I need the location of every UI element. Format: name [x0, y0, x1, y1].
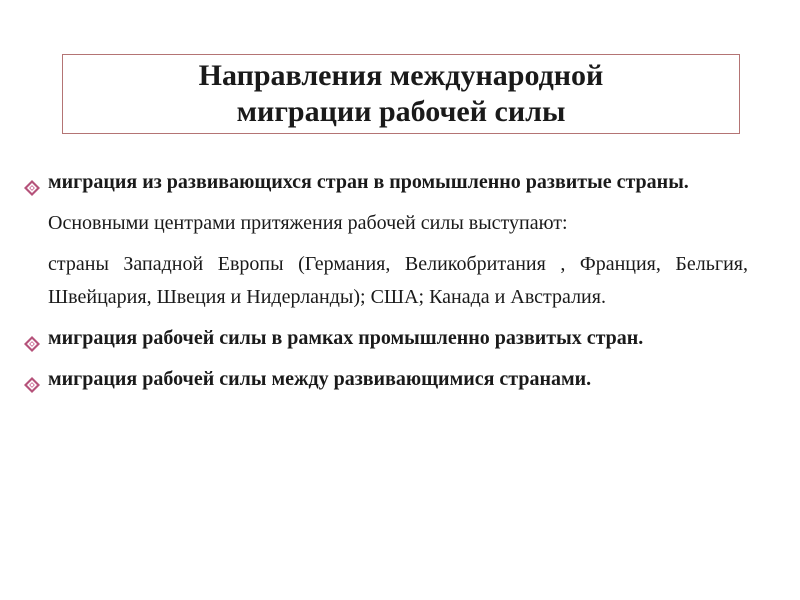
- ornament-diamond-icon: [24, 371, 40, 387]
- bullet-item-1-text: миграция из развивающихся стран в промышленно развитые страны.: [48, 171, 689, 193]
- slide-title: Направления международной миграции рабочей силы: [198, 59, 604, 128]
- ornament-diamond-icon: [24, 174, 40, 190]
- ornament-diamond-icon: [24, 330, 40, 346]
- bullet-item-2: [24, 322, 748, 355]
- paragraph-countries: страны Западной Европы (Германия, Великобритания , Франция, Бельгия, Швейцария, Швеция и Нидерланды); США; Канада и Австралия.: [48, 253, 748, 308]
- slide-content: [24, 166, 748, 396]
- bullet-item-3-text: миграция рабочей силы между развивающимися странами.: [48, 368, 592, 390]
- bullet-item-1: [24, 166, 748, 199]
- bullet-item-2-text: миграция рабочей силы в рамках промышленно развитых стран.: [48, 327, 644, 349]
- paragraph-centers-intro: Основными центрами притяжения рабочей силы выступают:: [48, 212, 568, 234]
- title-box: [62, 54, 740, 134]
- bullet-item-3: [24, 363, 748, 396]
